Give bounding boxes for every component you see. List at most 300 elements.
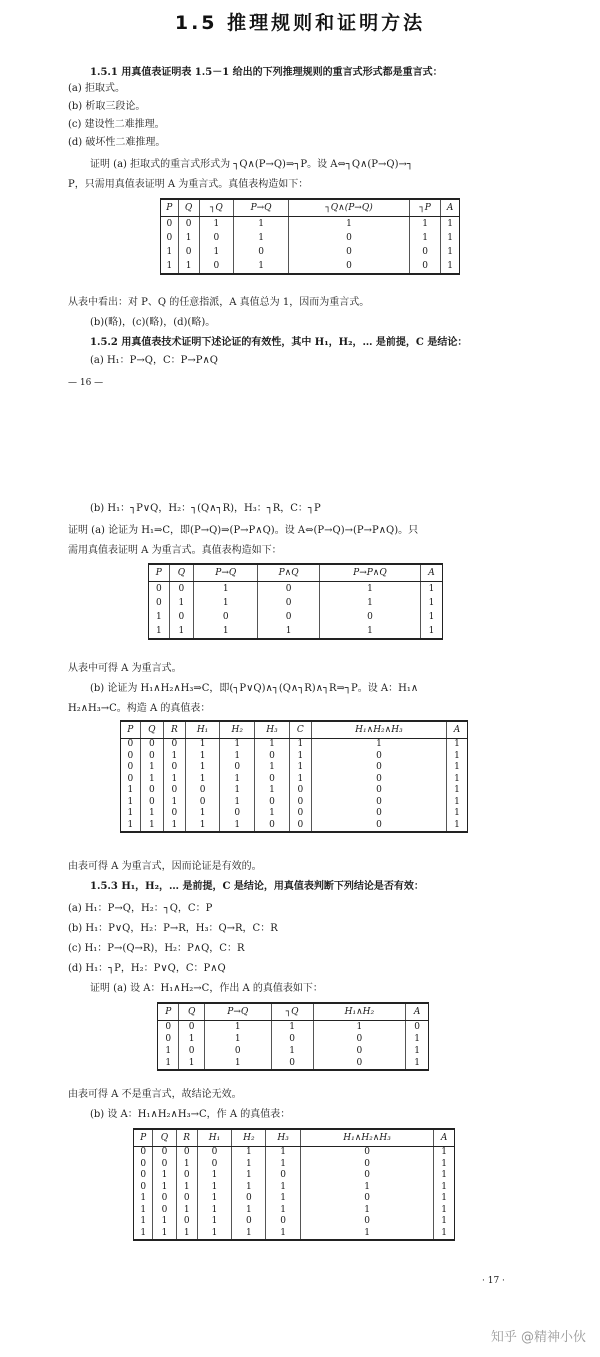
table-cell: 0: [255, 751, 290, 763]
column-header: A: [447, 721, 468, 739]
table-cell: 0: [140, 751, 163, 763]
table-cell: 0: [255, 797, 290, 809]
table-cell: 1: [197, 1228, 231, 1241]
text-line: 从表中看出：对 P、Q 的任意指派，A 真值总为 1，因而为重言式。: [68, 297, 370, 308]
table-cell: 1: [164, 751, 186, 763]
item-b: (b) H₁：P∨Q，H₂：P→R，H₃：Q→R，C：R: [68, 923, 278, 934]
table-row: [158, 1033, 429, 1045]
column-header: H₃: [266, 1129, 300, 1147]
table-cell: 0: [313, 1057, 406, 1070]
column-header: A: [406, 1003, 429, 1021]
table-cell: 1: [194, 582, 258, 597]
table-cell: 1: [271, 1045, 313, 1057]
table-cell: 1: [311, 739, 446, 751]
column-header: P→Q: [204, 1003, 271, 1021]
table-cell: 0: [266, 1216, 300, 1228]
table-cell: 1: [127, 819, 134, 830]
table-cell: 1: [434, 1147, 455, 1159]
table-cell: 1: [199, 245, 233, 259]
table-cell: 1: [164, 774, 186, 786]
table-cell: 1: [434, 1159, 455, 1171]
item-d: (d) 破坏性二难推理。: [68, 137, 166, 148]
table-cell: 1: [140, 774, 163, 786]
page-number: · 17 ·: [482, 1276, 505, 1286]
table-cell: 1: [176, 1159, 197, 1171]
table-cell: 1: [441, 259, 460, 274]
table-cell: 0: [319, 610, 420, 624]
table-cell: 1: [447, 774, 468, 786]
table-cell: 1: [434, 1193, 455, 1205]
table-cell: 0: [178, 245, 199, 259]
table-cell: 1: [266, 1159, 300, 1171]
column-header: P: [149, 564, 170, 582]
table-cell: 0: [197, 1147, 231, 1159]
column-header: ┐P: [410, 199, 441, 217]
page-number: — 16 —: [68, 378, 104, 388]
table-cell: 0: [258, 610, 319, 624]
table-cell: 1: [255, 762, 290, 774]
table-cell: 0: [178, 217, 199, 232]
table-row: [121, 751, 468, 763]
table-cell: 1: [185, 808, 220, 820]
table-cell: 0: [289, 245, 410, 259]
table-cell: 1: [140, 1216, 147, 1227]
table-cell: 1: [234, 231, 289, 245]
table-cell: 1: [313, 1021, 406, 1034]
table-cell: 0: [258, 596, 319, 610]
table-cell: 0: [164, 808, 186, 820]
table-cell: 1: [410, 231, 441, 245]
table-cell: 1: [127, 785, 134, 796]
table-cell: 1: [127, 808, 134, 819]
table-cell: 1: [319, 582, 420, 597]
table-cell: 1: [421, 610, 443, 624]
table-cell: 1: [266, 1147, 300, 1159]
table-cell: 1: [197, 1205, 231, 1217]
table-cell: 1: [447, 785, 468, 797]
table-cell: 1: [166, 260, 173, 271]
table-cell: 0: [300, 1147, 434, 1159]
table-cell: 1: [197, 1193, 231, 1205]
table-cell: 1: [447, 808, 468, 820]
table-cell: 1: [220, 774, 255, 786]
table-cell: 1: [176, 1205, 197, 1217]
column-header: H₂: [232, 1129, 266, 1147]
table-row: [121, 739, 468, 751]
column-header: Q: [178, 199, 199, 217]
table-cell: 1: [410, 217, 441, 232]
watermark: 知乎 @精神小伙: [490, 1330, 586, 1345]
table-header-row: [134, 1129, 455, 1147]
table-cell: 0: [289, 231, 410, 245]
text-line: (b)(略)，(c)(略)，(d)(略)。: [90, 317, 216, 328]
table-row: [121, 785, 468, 797]
item-a: (a) H₁：P→Q，H₂：┐Q，C：P: [68, 903, 213, 914]
table-cell: 1: [155, 625, 162, 636]
table-cell: 0: [311, 820, 446, 833]
table-row: [134, 1228, 455, 1241]
column-header: Q: [140, 721, 163, 739]
table-cell: 1: [197, 1182, 231, 1194]
column-header: P: [158, 1003, 179, 1021]
table-cell: 1: [421, 582, 443, 597]
table-cell: 1: [220, 797, 255, 809]
table-cell: 1: [434, 1170, 455, 1182]
column-header: C: [289, 721, 311, 739]
table-cell: 1: [140, 1193, 147, 1204]
truth-table-5: [133, 1128, 455, 1241]
table-cell: 0: [140, 1147, 147, 1158]
table-row: [121, 797, 468, 809]
column-header: Q: [153, 1129, 176, 1147]
column-header: H₁: [197, 1129, 231, 1147]
table-cell: 1: [185, 751, 220, 763]
table-cell: 0: [311, 774, 446, 786]
table-cell: 0: [185, 797, 220, 809]
table-cell: 1: [194, 624, 258, 639]
table-cell: 0: [232, 1193, 266, 1205]
table-cell: 0: [164, 785, 186, 797]
table-row: [158, 1057, 429, 1070]
table-row: [134, 1182, 455, 1194]
table-cell: 0: [311, 808, 446, 820]
table-cell: 1: [197, 1170, 231, 1182]
column-header: P: [121, 721, 141, 739]
table-row: [134, 1205, 455, 1217]
table-cell: 0: [406, 1021, 429, 1034]
table-cell: 1: [266, 1228, 300, 1241]
table-row: [149, 610, 443, 624]
table-cell: 0: [127, 773, 134, 784]
table-cell: 1: [165, 1045, 172, 1056]
table-row: [158, 1021, 429, 1034]
table-cell: 0: [313, 1033, 406, 1045]
table-cell: 1: [258, 624, 319, 639]
truth-table-3: [120, 720, 468, 833]
table-cell: 1: [289, 762, 311, 774]
column-header: P→Q: [194, 564, 258, 582]
table-cell: 1: [153, 1228, 176, 1241]
table-cell: 1: [220, 820, 255, 833]
item-c: (c) H₁：P→(Q→R)，H₂：P∧Q，C：R: [68, 943, 245, 954]
column-header: H₁∧H₂∧H₃: [311, 721, 446, 739]
table-cell: 1: [232, 1205, 266, 1217]
table-cell: 1: [434, 1228, 455, 1241]
table-cell: 1: [232, 1159, 266, 1171]
column-header: A: [421, 564, 443, 582]
text-line: 由表可得 A 不是重言式，故结论无效。: [68, 1089, 242, 1100]
table-cell: 0: [127, 762, 134, 773]
table-cell: 1: [204, 1021, 271, 1034]
table-cell: 1: [179, 1057, 204, 1070]
truth-table-2: [148, 563, 443, 640]
table-cell: 0: [140, 1158, 147, 1169]
table-header-row: [149, 564, 443, 582]
table-cell: 0: [220, 808, 255, 820]
table-cell: 0: [255, 820, 290, 833]
text-line: (b) H₁：┐P∨Q，H₂：┐(Q∧┐R)，H₃：┐R，C：┐P: [90, 503, 321, 514]
table-cell: 1: [185, 762, 220, 774]
column-header: ┐Q: [199, 199, 233, 217]
table-cell: 0: [289, 259, 410, 274]
table-row: [149, 582, 443, 597]
table-cell: 1: [140, 808, 163, 820]
table-cell: 1: [185, 774, 220, 786]
table-cell: 1: [169, 596, 194, 610]
table-cell: 0: [234, 245, 289, 259]
table-cell: 1: [179, 1033, 204, 1045]
table-cell: 0: [165, 1033, 172, 1044]
exercise-1-5-1: 1.5.1 用真值表证明表 1.5－1 给出的下列推理规则的重言式形式都是重言式：: [90, 67, 443, 78]
table-cell: 0: [289, 808, 311, 820]
table-cell: 1: [165, 1057, 172, 1068]
table-cell: 0: [140, 785, 163, 797]
table-cell: 1: [319, 624, 420, 639]
table-cell: 1: [204, 1057, 271, 1070]
table-cell: 0: [166, 232, 173, 243]
table-cell: 0: [140, 1181, 147, 1192]
table-row: [134, 1159, 455, 1171]
table-cell: 0: [176, 1147, 197, 1159]
column-header: H₃: [255, 721, 290, 739]
table-cell: 0: [204, 1045, 271, 1057]
table-cell: 1: [255, 785, 290, 797]
table-cell: 0: [289, 820, 311, 833]
table-cell: 1: [153, 1182, 176, 1194]
column-header: A: [434, 1129, 455, 1147]
table-cell: 1: [421, 624, 443, 639]
table-cell: 1: [204, 1033, 271, 1045]
table-cell: 1: [255, 739, 290, 751]
table-cell: 1: [234, 217, 289, 232]
table-cell: 0: [194, 610, 258, 624]
table-cell: 1: [406, 1057, 429, 1070]
table-header-row: [161, 199, 460, 217]
table-cell: 0: [289, 785, 311, 797]
table-cell: 1: [140, 762, 163, 774]
text-line: 由表可得 A 为重言式，因而论证是有效的。: [68, 861, 262, 872]
table-cell: 1: [447, 797, 468, 809]
table-cell: 1: [441, 231, 460, 245]
table-row: [121, 762, 468, 774]
table-cell: 1: [271, 1021, 313, 1034]
table-row: [121, 808, 468, 820]
table-row: [158, 1045, 429, 1057]
table-cell: 1: [140, 820, 163, 833]
table-cell: 1: [447, 762, 468, 774]
table-cell: 1: [300, 1205, 434, 1217]
table-cell: 1: [266, 1182, 300, 1194]
table-cell: 0: [199, 231, 233, 245]
table-cell: 0: [199, 259, 233, 274]
proof-line: 证明 (a) 设 A：H₁∧H₂→C，作出 A 的真值表如下：: [90, 983, 323, 994]
table-cell: 0: [169, 610, 194, 624]
column-header: P→Q: [234, 199, 289, 217]
table-cell: 0: [197, 1159, 231, 1171]
table-cell: 0: [311, 797, 446, 809]
table-cell: 1: [232, 1228, 266, 1241]
table-cell: 1: [220, 785, 255, 797]
text-line: 从表中可得 A 为重言式。: [68, 663, 182, 674]
table-cell: 1: [140, 1204, 147, 1215]
column-header: P: [161, 199, 179, 217]
table-cell: 1: [185, 739, 220, 751]
table-cell: 0: [300, 1193, 434, 1205]
table-cell: 0: [220, 762, 255, 774]
table-cell: 0: [176, 1193, 197, 1205]
exercise-1-5-3: 1.5.3 H₁，H₂，… 是前提，C 是结论，用真值表判断下列结论是否有效：: [90, 881, 424, 892]
table-row: [134, 1170, 455, 1182]
item-c: (c) 建设性二难推理。: [68, 119, 165, 130]
table-header-row: [158, 1003, 429, 1021]
column-header: Q: [169, 564, 194, 582]
table-cell: 1: [421, 596, 443, 610]
table-cell: 1: [406, 1033, 429, 1045]
table-cell: 0: [313, 1045, 406, 1057]
table-row: [134, 1147, 455, 1159]
table-cell: 1: [289, 751, 311, 763]
column-header: ┐Q: [271, 1003, 313, 1021]
proof-line: P，只需用真值表证明 A 为重言式。真值表构造如下：: [68, 179, 309, 190]
table-cell: 0: [255, 774, 290, 786]
proof-line: 证明 (a) 论证为 H₁⇒C，即(P→Q)⇒(P→P∧Q)。设 A⇔(P→Q)→(P→P∧Q)。只: [68, 525, 419, 536]
table-cell: 1: [406, 1045, 429, 1057]
table-row: [149, 596, 443, 610]
table-cell: 0: [127, 739, 134, 750]
table-cell: 0: [300, 1170, 434, 1182]
text-line: (a) H₁：P→Q，C：P→P∧Q: [90, 355, 218, 366]
column-header: P∧Q: [258, 564, 319, 582]
table-cell: 0: [271, 1057, 313, 1070]
table-cell: 0: [176, 1170, 197, 1182]
table-cell: 0: [232, 1216, 266, 1228]
table-cell: 1: [127, 796, 134, 807]
table-row: [121, 820, 468, 833]
table-cell: 0: [169, 582, 194, 597]
table-cell: 0: [271, 1033, 313, 1045]
table-cell: 1: [164, 797, 186, 809]
table-cell: 0: [164, 762, 186, 774]
table-row: [134, 1193, 455, 1205]
column-header: R: [164, 721, 186, 739]
table-cell: 1: [178, 231, 199, 245]
table-cell: 1: [434, 1182, 455, 1194]
table-cell: 1: [232, 1182, 266, 1194]
truth-table-4: [157, 1002, 429, 1071]
column-header: A: [441, 199, 460, 217]
table-cell: 1: [220, 739, 255, 751]
table-cell: 0: [300, 1159, 434, 1171]
table-cell: 1: [266, 1193, 300, 1205]
table-cell: 1: [266, 1205, 300, 1217]
table-cell: 0: [127, 750, 134, 761]
table-cell: 0: [140, 797, 163, 809]
table-cell: 1: [447, 751, 468, 763]
column-header: P→P∧Q: [319, 564, 420, 582]
column-header: H₂: [220, 721, 255, 739]
table-cell: 0: [289, 797, 311, 809]
table-cell: 1: [169, 624, 194, 639]
table-cell: 0: [153, 1193, 176, 1205]
table-cell: 0: [258, 582, 319, 597]
table-row: [161, 245, 460, 259]
column-header: R: [176, 1129, 197, 1147]
proof-line: 需用真值表证明 A 为重言式。真值表构造如下：: [68, 545, 282, 556]
table-cell: 0: [166, 218, 173, 229]
table-cell: 1: [319, 596, 420, 610]
text-line: H₂∧H₃→C。构造 A 的真值表：: [68, 703, 211, 714]
table-cell: 1: [164, 820, 186, 833]
table-cell: 1: [447, 739, 468, 751]
table-row: [134, 1216, 455, 1228]
table-cell: 0: [153, 1205, 176, 1217]
table-cell: 1: [300, 1182, 434, 1194]
table-cell: 1: [434, 1216, 455, 1228]
item-d: (d) H₁：┐P，H₂：P∨Q，C：P∧Q: [68, 963, 226, 974]
text-line: (b) 论证为 H₁∧H₂∧H₃⇒C，即(┐P∨Q)∧┐(Q∧┐R)∧┐R⇒┐P。设 A：H₁∧: [90, 683, 419, 694]
table-cell: 0: [164, 739, 186, 751]
column-header: H₁: [185, 721, 220, 739]
table-cell: 1: [178, 259, 199, 274]
table-cell: 1: [441, 217, 460, 232]
table-row: [121, 774, 468, 786]
truth-table-1: [160, 198, 460, 275]
table-cell: 1: [441, 245, 460, 259]
table-cell: 1: [300, 1228, 434, 1241]
text-line: (b) 设 A：H₁∧H₂∧H₃→C，作 A 的真值表：: [90, 1109, 291, 1120]
table-cell: 0: [410, 259, 441, 274]
table-cell: 0: [300, 1216, 434, 1228]
table-cell: 1: [176, 1228, 197, 1241]
table-cell: 1: [255, 808, 290, 820]
table-cell: 1: [176, 1182, 197, 1194]
column-header: Q: [179, 1003, 204, 1021]
table-cell: 0: [155, 597, 162, 608]
column-header: P: [134, 1129, 153, 1147]
table-cell: 0: [153, 1147, 176, 1159]
table-cell: 1: [220, 751, 255, 763]
table-row: [149, 624, 443, 639]
table-cell: 0: [155, 583, 162, 594]
table-cell: 0: [311, 762, 446, 774]
table-cell: 1: [197, 1216, 231, 1228]
table-cell: 1: [289, 217, 410, 232]
item-a: (a) 拒取式。: [68, 83, 125, 94]
column-header: H₁∧H₂∧H₃: [300, 1129, 434, 1147]
table-cell: 1: [199, 217, 233, 232]
exercise-1-5-2: 1.5.2 用真值表技术证明下述论证的有效性，其中 H₁，H₂，… 是前提，C 是结论：: [90, 337, 468, 348]
table-cell: 0: [176, 1216, 197, 1228]
table-cell: 1: [289, 739, 311, 751]
table-cell: 0: [311, 751, 446, 763]
table-cell: 1: [155, 611, 162, 622]
column-header: ┐Q∧(P→Q): [289, 199, 410, 217]
table-cell: 0: [165, 1021, 172, 1032]
table-cell: 1: [194, 596, 258, 610]
table-cell: 0: [179, 1045, 204, 1057]
table-cell: 0: [410, 245, 441, 259]
table-cell: 1: [289, 774, 311, 786]
table-cell: 1: [166, 246, 173, 257]
table-cell: 1: [447, 820, 468, 833]
table-row: [161, 259, 460, 274]
table-cell: 1: [234, 259, 289, 274]
proof-line: 证明 (a) 拒取式的重言式形式为 ┐Q∧(P→Q)⇒┐P。设 A⇔┐Q∧(P→Q)→┐: [90, 159, 413, 170]
table-cell: 1: [434, 1205, 455, 1217]
table-cell: 0: [140, 739, 163, 751]
table-cell: 1: [153, 1170, 176, 1182]
table-cell: 0: [266, 1170, 300, 1182]
